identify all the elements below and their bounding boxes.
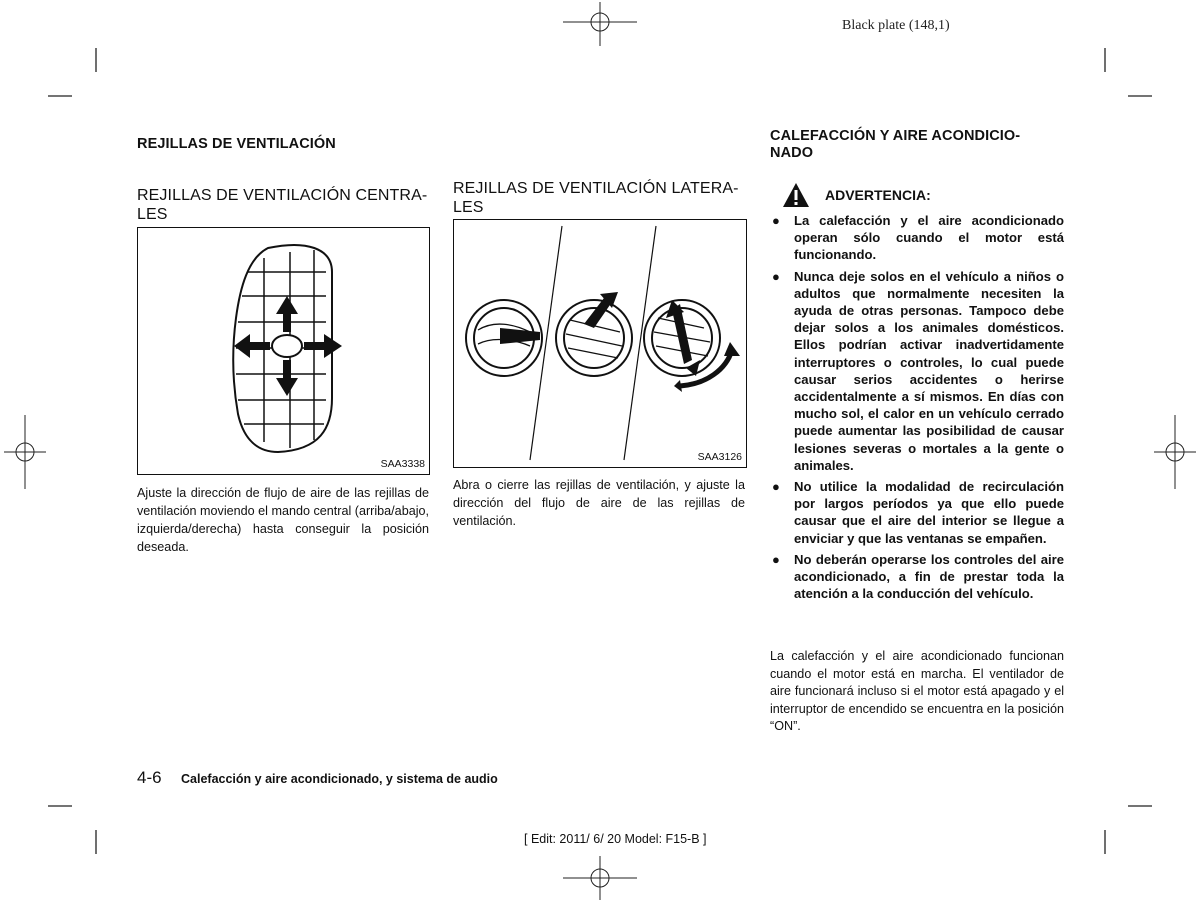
figure-central-vent xyxy=(137,227,430,475)
warning-text: La calefacción y el aire acondicionado operan sólo cuando el motor está funcionando. xyxy=(794,213,1064,263)
warning-title: ADVERTENCIA: xyxy=(825,187,931,203)
page-number: 4-6 xyxy=(137,768,162,787)
warning-list xyxy=(770,212,1064,606)
title-line: NADO xyxy=(770,145,814,161)
bullet-icon: ● xyxy=(772,479,780,495)
warning-item xyxy=(770,268,1064,474)
bullet-icon: ● xyxy=(772,268,780,284)
subtitle-line: REJILLAS DE VENTILACIÓN LATERA- xyxy=(453,180,739,197)
warning-header xyxy=(772,182,1072,208)
bullet-icon: ● xyxy=(772,551,780,567)
warning-item xyxy=(770,478,1064,547)
subtitle-line: REJILLAS DE VENTILACIÓN CENTRA- xyxy=(137,187,428,204)
chapter-title: Calefacción y aire acondicionado, y sistema de audio xyxy=(181,772,498,786)
warning-text: Nunca deje solos en el vehículo a niños o adultos que normalmente necesiten la ayuda de otras personas. Tampoco debe dejar solos a los animales domésticos. Ellos podrían activar inadvertidamente interruptores o controles, lo cual puede causar serios accidentes o herirse accidentalmente a sí mismos. En días con mucho sol, el calor en un vehículo cerrado puede aumentar las posibilidad de causar lesiones severas o mortales a la gente o animales. xyxy=(794,268,1064,473)
plate-label: Black plate (148,1) xyxy=(842,18,950,33)
title-line: CALEFACCIÓN Y AIRE ACONDICIO- xyxy=(770,128,1021,144)
figure-side-vents xyxy=(453,219,747,468)
body-heating: La calefacción y el aire acondicionado funcionan cuando el motor está en marcha. El ventilador de aire funcionará incluso si el motor está apagado y el interruptor de encendido se encuentra en la posición “ON”. xyxy=(770,649,1064,733)
section-title-heating xyxy=(770,128,1020,162)
subtitle-line: LES xyxy=(453,199,484,216)
central-vent-illustration xyxy=(138,228,429,474)
figure-code: SAA3126 xyxy=(697,451,742,463)
section-title-vents: REJILLAS DE VENTILACIÓN xyxy=(137,136,336,152)
body-central-vents: Ajuste la dirección de flujo de aire de las rejillas de ventilación moviendo el mando central (arriba/abajo, izquierda/derecha) hasta conseguir la posición deseada. xyxy=(137,486,429,554)
warning-text: No utilice la modalidad de recirculación por largos períodos ya que ello puede causar que el aire del interior se llegue a enviciar y que las ventanas se empañen. xyxy=(794,479,1064,546)
warning-item xyxy=(770,551,1064,603)
warning-text: No deberán operarse los controles del aire acondicionado, a fin de prestar toda la atención a la conducción del vehículo. xyxy=(794,551,1064,602)
body-side-vents: Abra o cierre las rejillas de ventilación, y ajuste la dirección del flujo de aire de las rejillas de ventilación. xyxy=(453,478,745,528)
side-vents-illustration xyxy=(454,220,746,467)
subtitle-central-vents xyxy=(137,186,427,224)
subtitle-side-vents xyxy=(453,179,739,217)
edit-info: [ Edit: 2011/ 6/ 20 Model: F15-B ] xyxy=(524,832,707,846)
figure-code: SAA3338 xyxy=(380,458,425,470)
warning-item xyxy=(770,212,1064,264)
warning-triangle-icon xyxy=(782,182,810,208)
bullet-icon: ● xyxy=(772,213,780,228)
subtitle-line: LES xyxy=(137,206,168,223)
